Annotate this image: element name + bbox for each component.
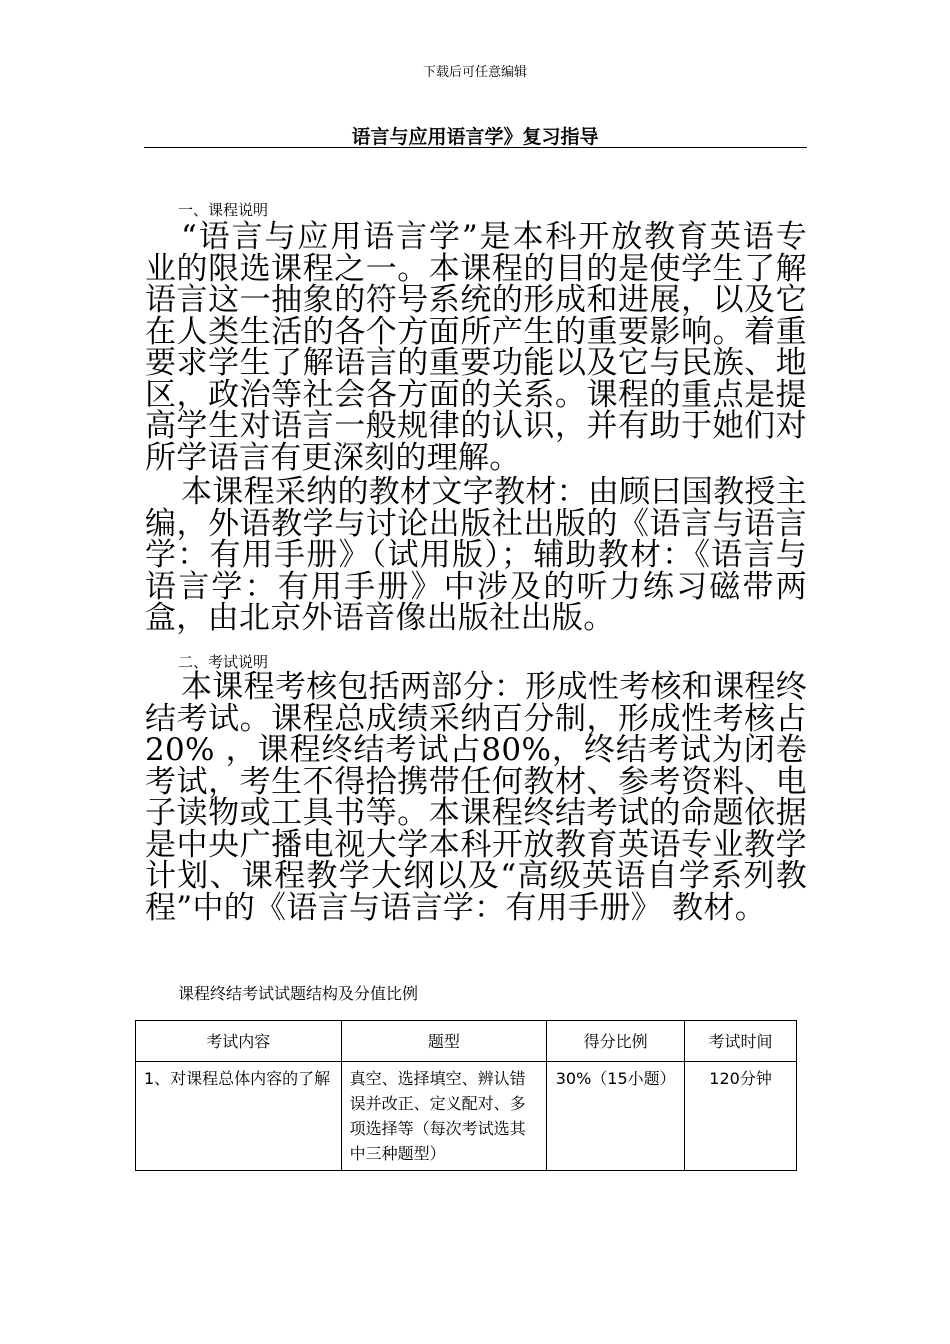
document-title: 语言与应用语言学》复习指导 (351, 126, 599, 148)
section-heading-exam-description: 二、考试说明 (178, 653, 269, 671)
table-caption: 课程终结考试试题结构及分值比例 (178, 984, 419, 1003)
paragraph-exam-assessment: 本课程考核包括两部分：形成性考核和课程终结考试。课程总成绩采纳百分制，形成性考核占20% ，课程终结考试占80%，终结考试为闭卷考试，考生不得拾携带任何教材、参考资料、电子读物或工具书等。本课程终结考试的命题依据是中央广播电视大学本科开放教育英语专业教学计划、课程教学大纲以及“高级英语自学系列教程”中的《语言与语言学：有用手册》 教材。 (145, 669, 807, 926)
cell-exam-content: 1、对课程总体内容的了解 (136, 1062, 342, 1171)
cell-question-type: 真空、选择填空、辨认错误并改正、定义配对、多项选择等（每次考试选其中三种题型） (341, 1062, 547, 1171)
table-row (136, 1062, 797, 1171)
cell-score-ratio: 30%（15小题） (547, 1062, 685, 1171)
header-question-type: 题型 (341, 1021, 547, 1062)
paragraph-textbooks: 本课程采纳的教材文字教材：由顾曰国教授主编，外语教学与讨论出版社出版的《语言与语言学：有用手册》（试用版）；辅助教材：《语言与语言学：有用手册》中涉及的听力练习磁带两盒，由北京外语音像出版社出版。 (145, 474, 807, 636)
title-underline (144, 147, 807, 148)
header-exam-content: 考试内容 (136, 1021, 342, 1062)
section-heading-course-description: 一、课程说明 (178, 201, 269, 219)
cell-exam-time: 120分钟 (685, 1062, 797, 1171)
header-note: 下载后可任意编辑 (422, 65, 527, 80)
header-exam-time: 考试时间 (685, 1021, 797, 1062)
header-score-ratio: 得分比例 (547, 1021, 685, 1062)
paragraph-course-purpose: “语言与应用语言学”是本科开放教育英语专业的限选课程之一。本课程的目的是使学生了解语言这一抽象的符号系统的形成和进展，以及它在人类生活的各个方面所产生的重要影响。着重要求学生了解语言的重要功能以及它与民族、地区，政治等社会各方面的关系。课程的重点是提高学生对语言一般规律的认识，并有助于她们对所学语言有更深刻的理解。 (145, 219, 807, 476)
exam-structure-table (135, 1020, 797, 1171)
table-header-row (136, 1021, 797, 1062)
